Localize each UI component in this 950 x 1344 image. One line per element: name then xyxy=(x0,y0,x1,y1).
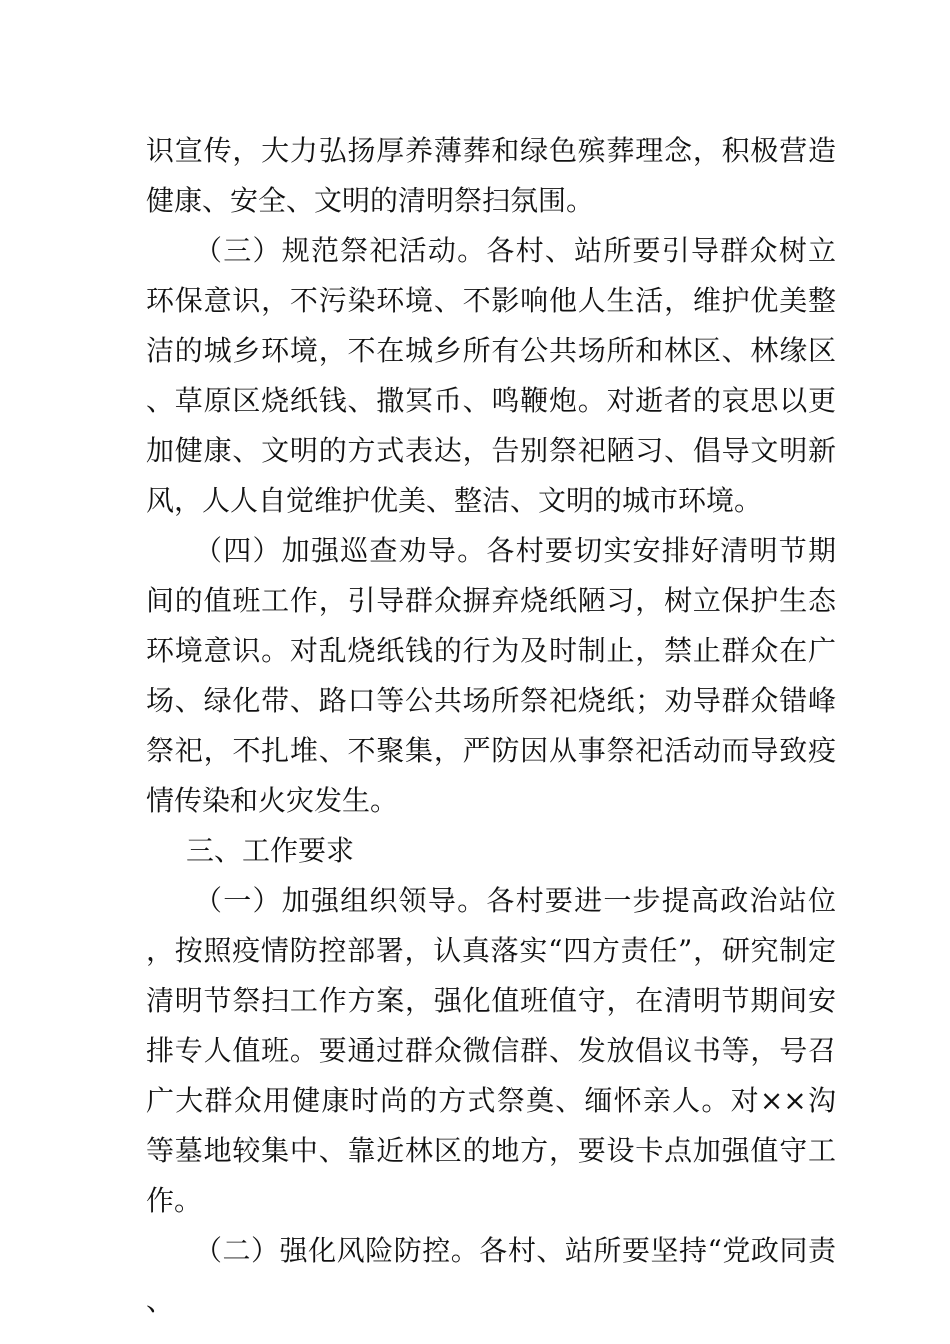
paragraph-risk-control: （二）强化风险防控。各村、站所要坚持“党政同责、 xyxy=(146,1234,836,1317)
paragraph-continuation: 识宣传，大力弘扬厚养薄葬和绿色殡葬理念，积极营造健康、安全、文明的清明祭扫氛围。 xyxy=(146,134,836,217)
paragraph-patrol-persuasion: （四）加强巡查劝导。各村要切实安排好清明节期间的值班工作，引导群众摒弃烧纸陋习，树立保护生态环境意识。对乱烧纸钱的行为及时制止，禁止群众在广场、绿化带、路口等公共场所祭祀烧纸；劝导群众错峰祭祀，不扎堆、不聚集，严防因从事祭祀活动而导致疫情传染和火灾发生。 xyxy=(146,534,836,817)
paragraph-regulate-sacrifice: （三）规范祭祀活动。各村、站所要引导群众树立环保意识，不污染环境、不影响他人生活，维护优美整洁的城乡环境，不在城乡所有公共场所和林区、林缘区、草原区烧纸钱、撒冥币、鸣鞭炮。对逝者的哀思以更加健康、文明的方式表达，告别祭祀陋习、倡导文明新风，人人自觉维护优美、整洁、文明的城市环境。 xyxy=(146,234,836,517)
paragraph-organization-leadership: （一）加强组织领导。各村要进一步提高政治站位，按照疫情防控部署，认真落实“四方责任”，研究制定清明节祭扫工作方案，强化值班值守，在清明节期间安排专人值班。要通过群众微信群、发放倡议书等，号召广大群众用健康时尚的方式祭奠、缅怀亲人。对××沟等墓地较集中、靠近林区的地方，要设卡点加强值守工作。 xyxy=(146,884,836,1217)
section-heading-work-requirements: 三、工作要求 xyxy=(186,834,355,867)
document-body xyxy=(146,126,836,1326)
